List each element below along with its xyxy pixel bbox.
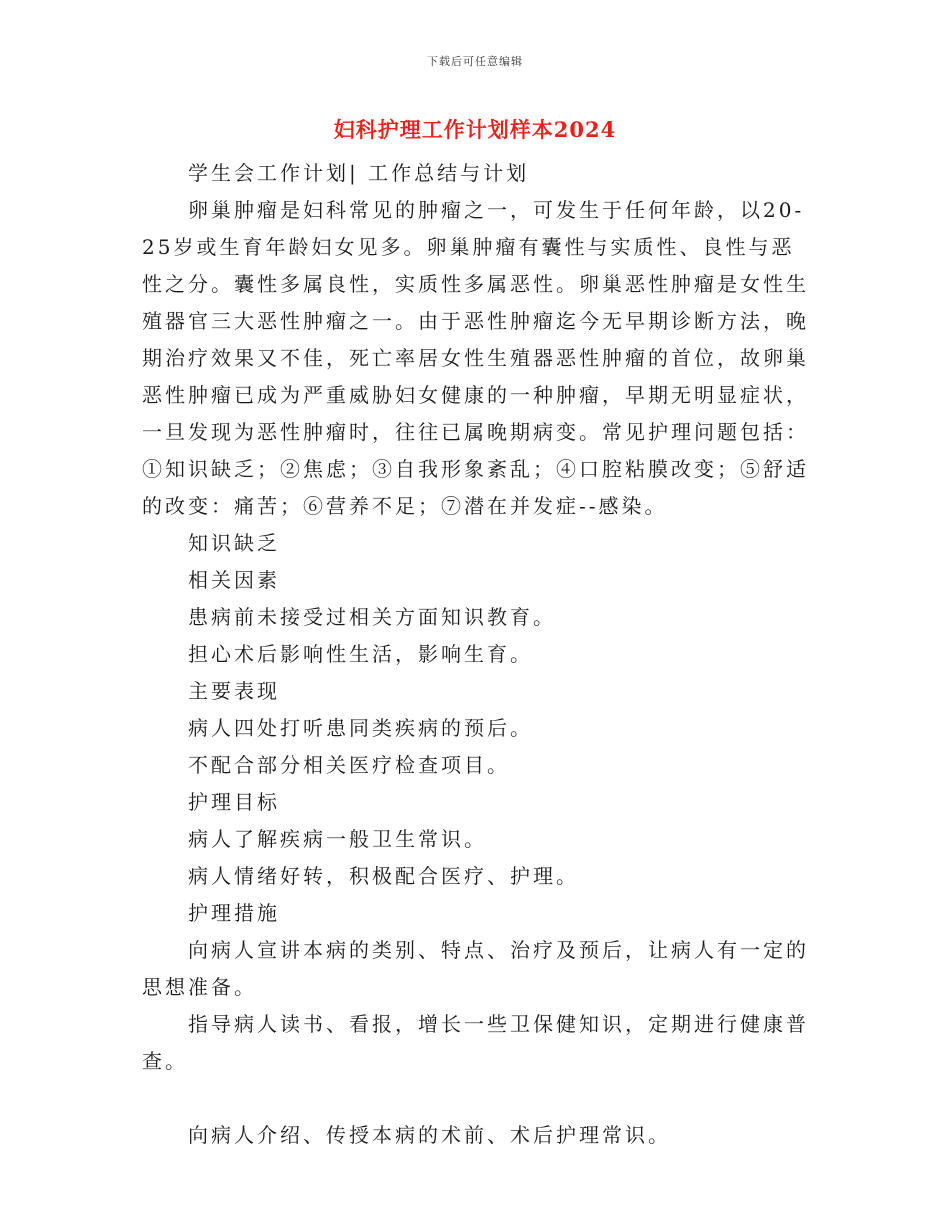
paragraph-measure-1: 向病人宣讲本病的类别、特点、治疗及预后，让病人有一定的思想准备。 (142, 938, 809, 999)
paragraph-goal-2: 病人情绪好转，积极配合医疗、护理。 (188, 864, 579, 888)
heading-related-factors: 相关因素 (188, 568, 280, 592)
paragraph-intro: 卵巢肿瘤是妇科常见的肿瘤之一，可发生于任何年龄，以20-25岁或生育年龄妇女见多。卵巢肿瘤有囊性与实质性、良性与恶性之分。囊性多属良性，实质性多属恶性。卵巢恶性肿瘤是女性生殖器官三大恶性肿瘤之一。由于恶性肿瘤迄今无早期诊断方法，晚期治疗效果又不佳，死亡率居女性生殖器恶性肿瘤的首位，故卵巢恶性肿瘤已成为严重威胁妇女健康的一种肿瘤，早期无明显症状，一旦发现为恶性肿瘤时，往往已属晚期病变。常见护理问题包括：①知识缺乏；②焦虑；③自我形象紊乱；④口腔粘膜改变；⑤舒适的改变：痛苦；⑥营养不足；⑦潜在并发症--感染。 (142, 198, 809, 518)
document-title: 妇科护理工作计划样本2024 (333, 117, 617, 142)
heading-main-manifestations: 主要表现 (188, 679, 280, 703)
heading-nursing-goals: 护理目标 (188, 790, 280, 814)
paragraph-measure-2: 指导病人读书、看报，增长一些卫保健知识，定期进行健康普查。 (142, 1012, 809, 1073)
paragraph-factor-1: 患病前未接受过相关方面知识教育。 (188, 605, 556, 629)
document-body (142, 155, 810, 1154)
page-header-note: 下载后可任意编辑 (427, 55, 523, 68)
paragraph-manifestation-1: 病人四处打听患同类疾病的预后。 (188, 716, 533, 740)
heading-knowledge-deficit: 知识缺乏 (188, 531, 280, 555)
paragraph-measure-3: 向病人介绍、传授本病的术前、术后护理常识。 (188, 1123, 671, 1147)
paragraph-subtitle: 学生会工作计划| 工作总结与计划 (188, 161, 530, 185)
paragraph-factor-2: 担心术后影响性生活，影响生育。 (188, 642, 533, 666)
paragraph-manifestation-2: 不配合部分相关医疗检查项目。 (188, 753, 510, 777)
heading-nursing-measures: 护理措施 (188, 901, 280, 925)
paragraph-goal-1: 病人了解疾病一般卫生常识。 (188, 827, 487, 851)
